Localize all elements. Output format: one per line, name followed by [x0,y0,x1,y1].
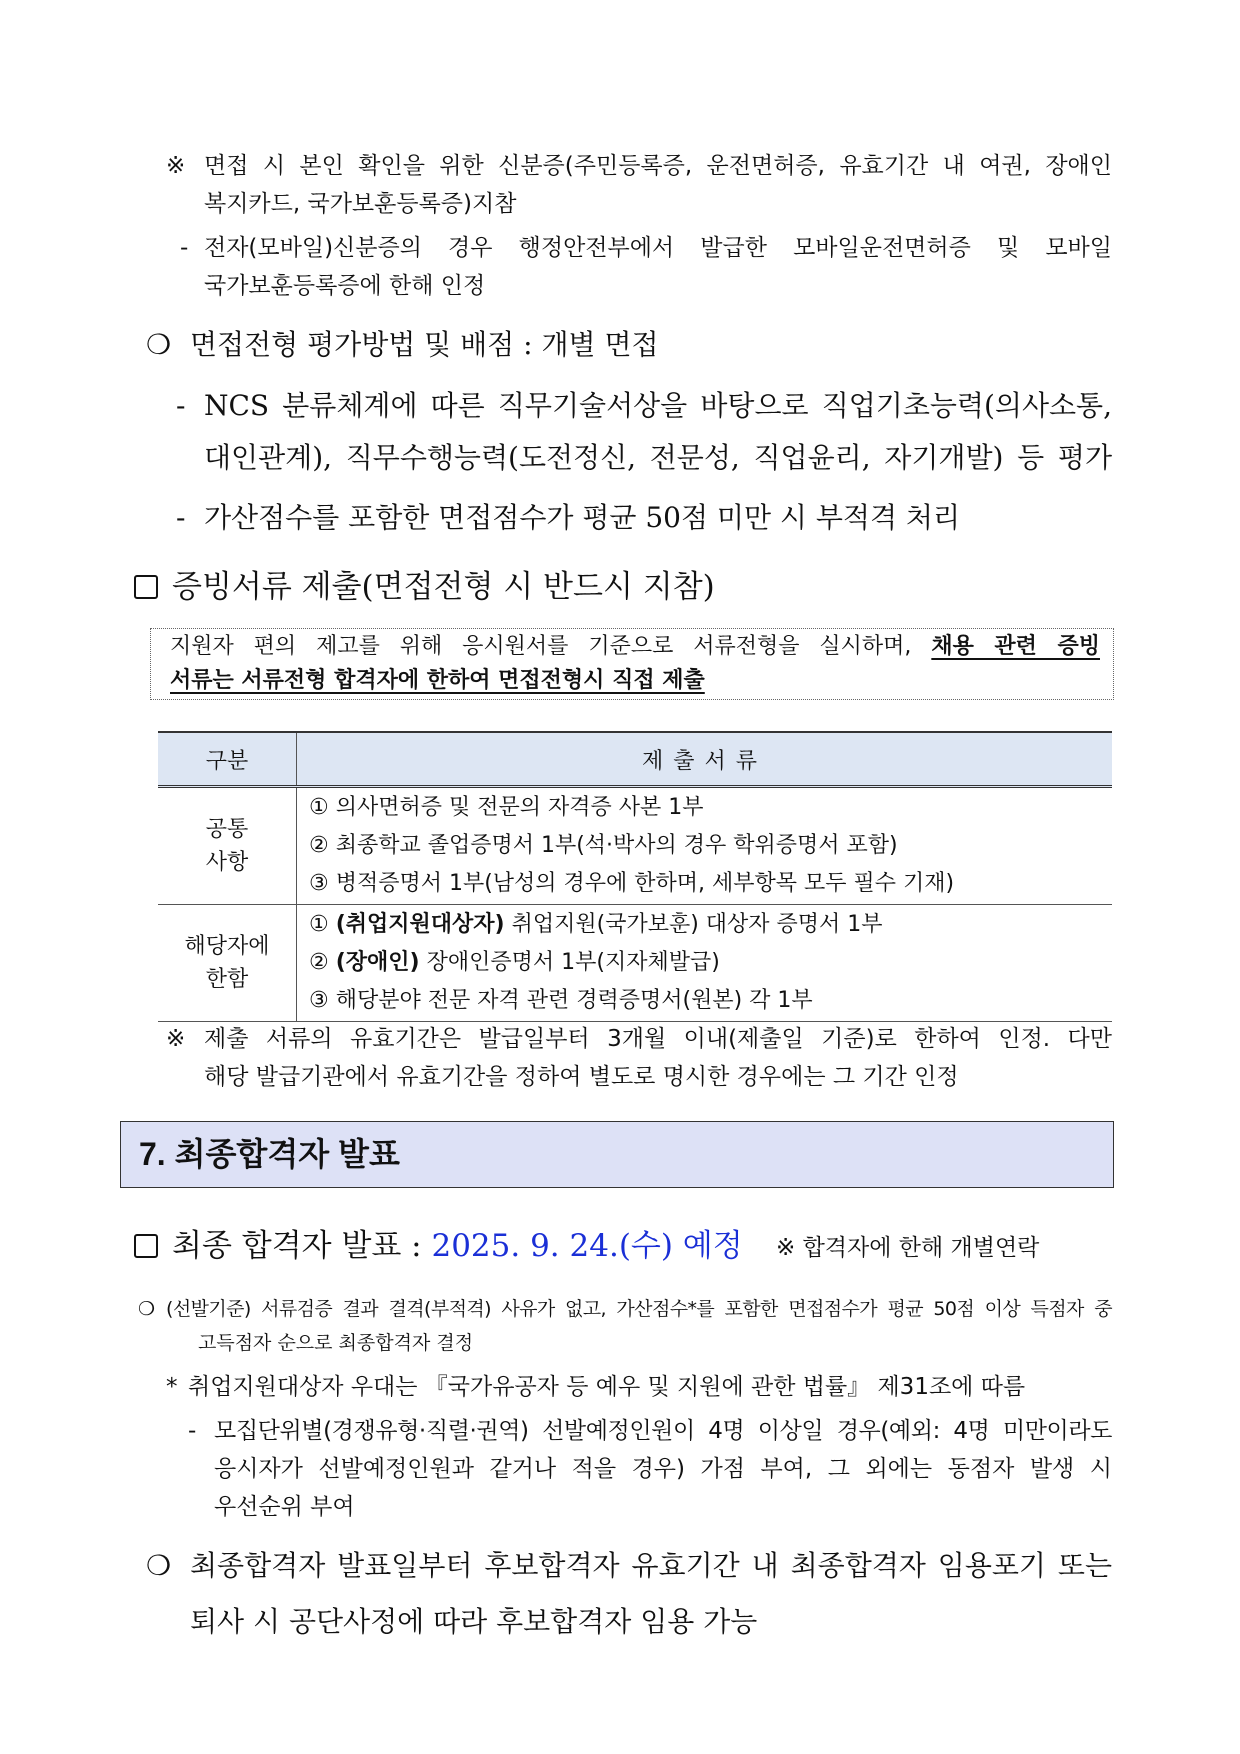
list-item: ① 의사면허증 및 전문의 자격증 사본 1부 [309,795,704,820]
square-bullet-icon [134,1234,158,1258]
announce-row [134,1224,743,1268]
id-note-line2: 복지카드, 국가보훈등록증)지참 [204,191,517,217]
announce-date: 2025. 9. 24.(수) 예정 [431,1228,743,1264]
applicable-items [297,905,1113,1022]
announce-label: 최종 합격자 발표 : [172,1228,432,1264]
circle-bullet: ❍ [138,1298,156,1320]
notice-emphasis-1: 채용 관련 증빙 [931,634,1100,659]
footnote-text: 취업지원대상자 우대는 『국가유공자 등 예우 및 지원에 관한 법률』 제31조에 따름 [188,1374,1026,1400]
square-bullet-icon [134,575,158,599]
final-line2: 퇴사 시 공단사정에 따라 후보합격자 임용 가능 [190,1605,758,1638]
list-item: ② (장애인) 장애인증명서 1부(지자체발급) [309,950,720,975]
dash-mark: - [188,1418,197,1444]
preference-line2: 응시자가 선발예정인원과 같거나 적을 경우) 가점 부여, 그 외에는 동점자 발생 시 [214,1456,1112,1482]
list-item: ③ 해당분야 전문 자격 관련 경력증명서(원본) 각 1부 [309,988,813,1013]
documents-title: 증빙서류 제출(면접전형 시 반드시 지참) [172,569,715,605]
list-item: ① (취업지원대상자) 취업지원(국가보훈) 대상자 증명서 1부 [309,912,883,937]
common-items [297,787,1113,905]
announce-note: ※ 합격자에 한해 개별연락 [776,1235,1040,1261]
list-item: ② 최종학교 졸업증명서 1부(석·박사의 경우 학위증명서 포함) [309,833,898,858]
table-row [158,905,1112,1022]
list-item: ③ 병적증명서 1부(남성의 경우에 한하며, 세부항목 모두 필수 기재) [309,871,955,896]
table-row [158,787,1112,905]
dash-mark: - [176,501,186,534]
criteria-line2: 고득점자 순으로 최종합격자 결정 [198,1332,474,1354]
documents-title-row [134,565,715,609]
preference-line1: 모집단위별(경쟁유형·직렬·권역) 선발예정인원이 4명 이상일 경우(예외: 4명 미만이라도 [214,1418,1112,1444]
table-header-row [158,732,1112,787]
documents-table [158,731,1112,1022]
mobile-id-line2: 국가보훈등록증에 한해 인정 [204,273,486,299]
mobile-id-line1: 전자(모바일)신분증의 경우 행정안전부에서 발급한 모바일운전면허증 및 모바일 [204,235,1112,261]
evaluation-item1-line1: NCS 분류체계에 따른 직무기술서상을 바탕으로 직업기초능력(의사소통, [204,389,1112,422]
applicable-category: 해당자에 한함 [158,905,297,1022]
criteria-line1: (선발기준) 서류검증 결과 결격(부적격) 사유가 없고, 가산점수*를 포함한 면접점수가 평균 50점 이상 득점자 중 [166,1298,1112,1320]
note-mark: ※ [166,1026,186,1052]
dash-mark: - [180,235,189,261]
notice-emphasis-2: 서류는 서류전형 합격자에 한하여 면접전형시 직접 제출 [170,668,705,693]
circle-bullet: ❍ [146,328,172,361]
table-header-documents: 제출서류 [297,732,1113,787]
evaluation-title: 면접전형 평가방법 및 배점 : 개별 면접 [190,328,659,361]
table-header-category: 구분 [158,732,297,787]
dash-mark: - [176,389,186,422]
common-category: 공통 사항 [158,787,297,905]
notice-text [170,630,1100,698]
footnote-mark: * [166,1374,178,1400]
evaluation-item2: 가산점수를 포함한 면접점수가 평균 50점 미만 시 부적격 처리 [204,501,960,534]
validity-line1: 제출 서류의 유효기간은 발급일부터 3개월 이내(제출일 기준)로 한하여 인정. 다만 [204,1026,1112,1052]
circle-bullet: ❍ [146,1549,172,1582]
validity-line2: 해당 발급기관에서 유효기간을 정하여 별도로 명시한 경우에는 그 기간 인정 [204,1064,959,1090]
final-line1: 최종합격자 발표일부터 후보합격자 유효기간 내 최종합격자 임용포기 또는 [190,1549,1112,1582]
section-heading: 7. 최종합격자 발표 [120,1121,1114,1188]
notice-line2 [170,664,1100,698]
evaluation-item1-line2: 대인관계), 직무수행능력(도전정신, 전문성, 직업윤리, 자기개발) 등 평가 [204,441,1112,474]
id-note-line1: 면접 시 본인 확인을 위한 신분증(주민등록증, 운전면허증, 유효기간 내 여권, 장애인 [204,153,1112,179]
notice-line1: 지원자 편의 제고를 위해 응시원서를 기준으로 서류전형을 실시하며, 채용 관련 증빙 [170,634,1100,659]
note-mark: ※ [166,153,186,179]
preference-line3: 우선순위 부여 [214,1494,355,1520]
